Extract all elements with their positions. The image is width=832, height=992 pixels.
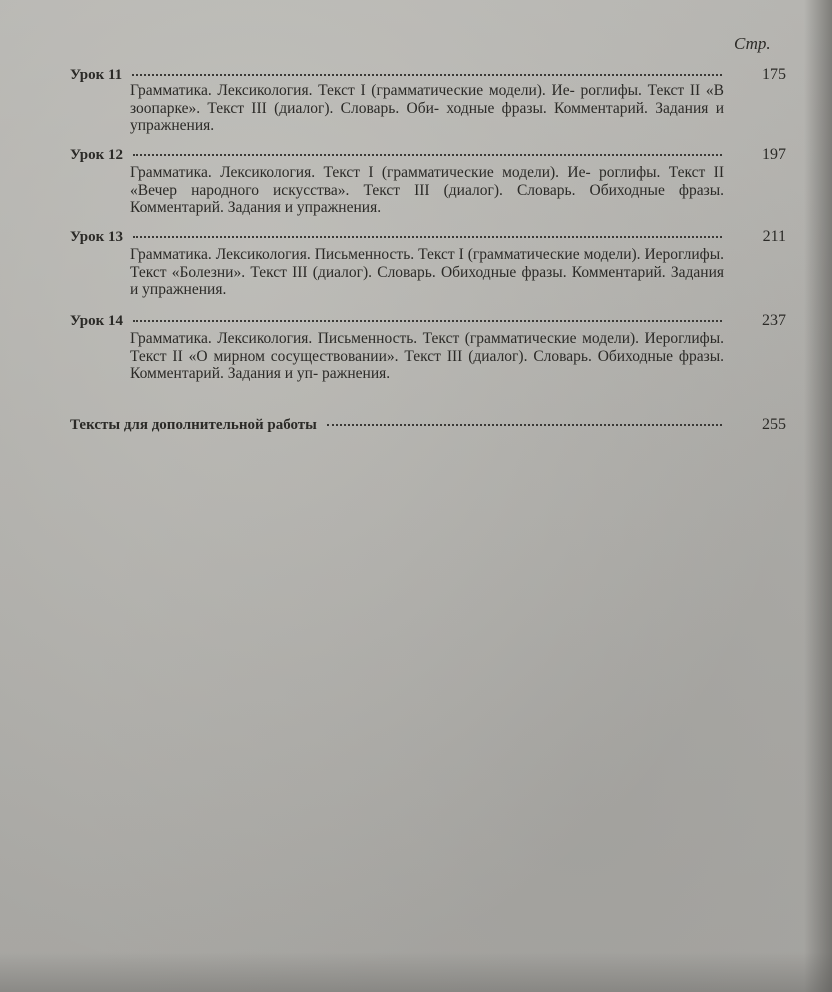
page-number: 175 — [762, 66, 786, 83]
page-number: 211 — [762, 228, 786, 245]
lesson-description — [70, 246, 724, 299]
toc-entry-lesson-13 — [70, 228, 786, 299]
description-line: ражнения. — [322, 365, 391, 382]
lesson-description — [70, 330, 724, 383]
leader-dots — [133, 234, 722, 238]
description-line: Словарь. Обиходные фразы. Комментарий. Задания и упражнения. — [130, 181, 724, 216]
lesson-description — [70, 164, 724, 217]
page-number: 237 — [762, 312, 786, 329]
description-line: модели). Иероглифы. Текст II «О мирном сосуществовании». Текст III — [130, 330, 725, 365]
lesson-title: Урок 14 — [70, 313, 124, 329]
description-line: Грамматика. Лексикология. Текст I (грамматические модели). Ие- — [130, 82, 575, 99]
page-bottom-shadow — [0, 952, 832, 992]
description-line: роглифы. Текст II «В зоопарке». Текст III (диалог). Словарь. Оби- — [130, 82, 725, 117]
lesson-title: Урок 12 — [70, 147, 124, 163]
page-number: 197 — [762, 146, 786, 163]
toc-entry-lesson-14 — [70, 312, 786, 383]
page-column-header: Стр. — [734, 34, 771, 53]
appendix-title: Тексты для дополнительной работы — [70, 417, 317, 433]
toc-entry-lesson-11 — [70, 66, 786, 135]
page-edge-shadow — [804, 0, 832, 992]
description-line: Грамматика. Лексикология. Текст I (грамматические модели). Ие- — [130, 164, 591, 181]
lesson-title: Урок 13 — [70, 229, 124, 245]
description-line: Обиходные фразы. Комментарий. Задания и упражнения. — [130, 263, 725, 298]
leader-dots — [133, 318, 722, 322]
lesson-title: Урок 11 — [70, 67, 123, 83]
description-line: Грамматика. Лексикология. Письменность. Текст (грамматические — [130, 330, 577, 347]
leader-dots — [132, 72, 722, 76]
description-line: роглифы. Текст II «Вечер народного искусства». Текст III (диалог). — [130, 164, 725, 199]
leader-dots — [133, 152, 722, 156]
description-line: модели). Иероглифы. Текст «Болезни». Текст III (диалог). Словарь. — [130, 246, 724, 281]
description-line: ходные фразы. Комментарий. Задания и упражнения. — [130, 99, 725, 134]
lesson-description — [70, 82, 724, 135]
page-number: 255 — [762, 416, 786, 433]
toc-entry-appendix — [70, 416, 786, 436]
description-line: Грамматика. Лексикология. Письменность. Текст I (грамматические — [130, 246, 580, 263]
toc-entry-lesson-12 — [70, 146, 786, 217]
description-line: (диалог). Словарь. Обиходные фразы. Комментарий. Задания и уп- — [130, 347, 725, 382]
leader-dots — [327, 422, 722, 426]
